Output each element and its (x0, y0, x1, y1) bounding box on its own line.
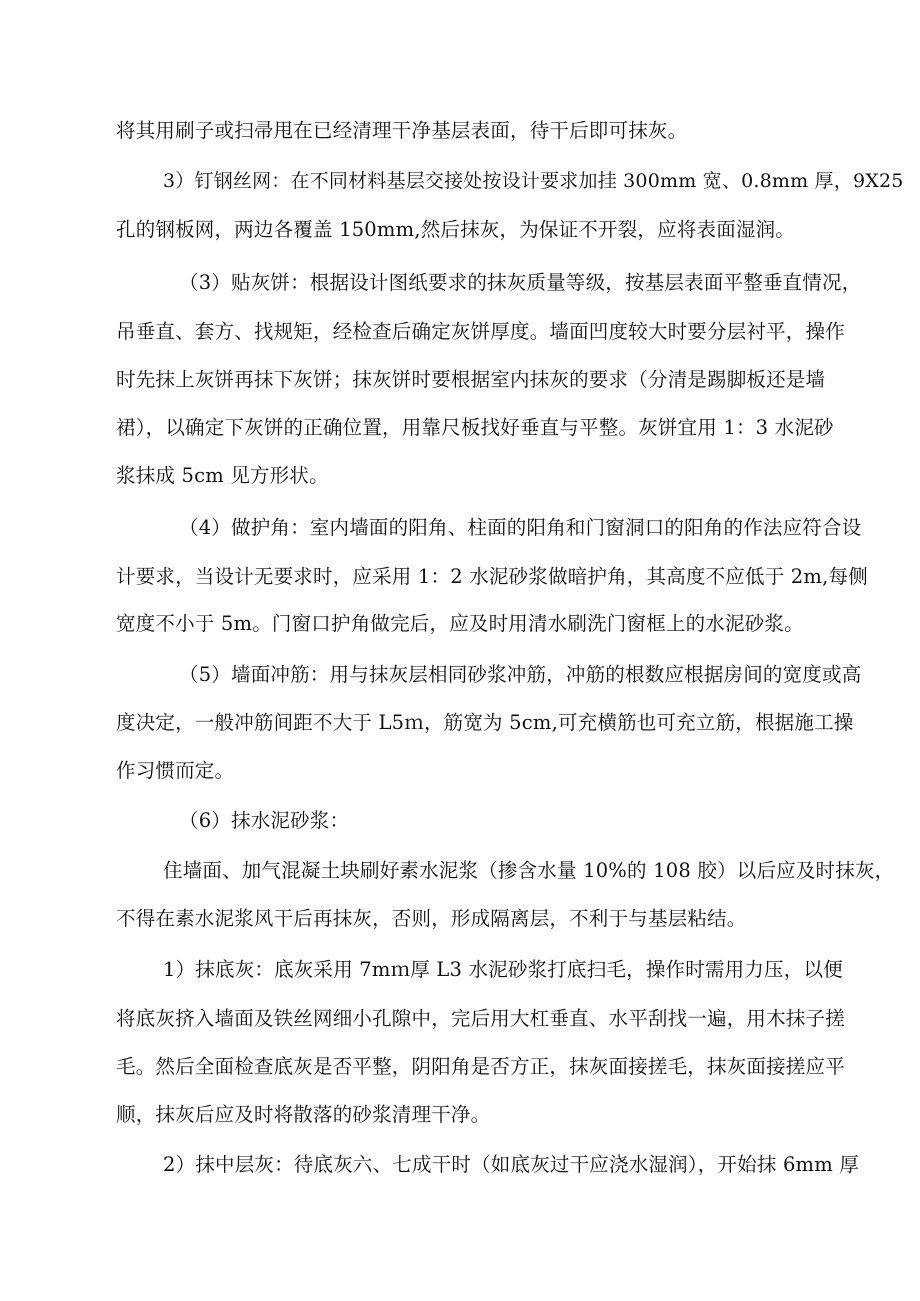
text-line: 将底灰挤入墙面及铁丝网细小孔隙中，完后用大杠垂直、水平刮找一遍，用木抹子搓 (116, 1007, 845, 1030)
text-line: （3）贴灰饼：根据设计图纸要求的抹灰质量等级，按基层表面平整垂直情况， (179, 271, 862, 294)
text-line: 1）抹底灰：底灰采用 7mｍ厚 L3 水泥砂浆打底扫毛，操作时需用力压，以便 (163, 958, 843, 981)
text-line: 2）抹中层灰：待底灰六、七成干时（如底灰过干应浇水湿润），开始抹 6mm 厚 (163, 1153, 860, 1176)
text-line: （6）抹水泥砂浆： (179, 809, 350, 832)
text-line: 作习惯而定。 (116, 759, 235, 782)
text-line: 将其用刷子或扫帚甩在已经清理干净基层表面，待干后即可抹灰。 (116, 119, 688, 142)
text-line: 时先抹上灰饼再抹下灰饼；抹灰饼时要根据室内抹灰的要求（分清是踢脚板还是墙 (116, 368, 826, 391)
text-line: 度决定，一般冲筋间距不大于 L5ｍ，筋宽为 5cm,可充横筋也可充立筋，根据施工操 (116, 711, 854, 734)
text-line: 吊垂直、套方、找规矩，经检查后确定灰饼厚度。墙面凹度较大时要分层衬平，操作 (116, 320, 845, 343)
text-line: 住墙面、加气混凝土块刷好素水泥浆（掺含水量 10%的 108 胶）以后应及时抹灰， (163, 859, 895, 882)
text-line: （4）做护角：室内墙面的阳角、柱面的阳角和门窗洞口的阳角的作法应符合设 (179, 516, 862, 539)
text-line: 顺，抹灰后应及时将散落的砂浆清理干净。 (116, 1103, 491, 1126)
text-line: 毛。然后全面检查底灰是否平整，阴阳角是否方正，抹灰面接搓毛，抹灰面接搓应平 (116, 1055, 845, 1078)
text-line: 浆抹成 5cm 见方形状。 (116, 464, 329, 487)
text-line: 裙），以确定下灰饼的正确位置，用靠尺板找好垂直与平整。灰饼宜用 1：3 水泥砂 (116, 416, 834, 439)
text-line: 宽度不小于 5m。门窗口护角做完后，应及时用清水刷洗门窗框上的水泥砂浆。 (116, 612, 804, 635)
text-line: 计要求，当设计无要求时，应采用 1：2 水泥砂浆做暗护角，其高度不应低于 2m,每侧 (116, 565, 868, 588)
text-line: 3）钉钢丝网：在不同材料基层交接处按设计要求加挂 300mm 宽、0.8mm 厚，9X25 (163, 170, 904, 192)
text-line: （5）墙面冲筋：用与抹灰层相同砂浆冲筋，冲筋的根数应根据房间的宽度或高 (179, 663, 862, 686)
text-line: 孔的钢板网，两边各覆盖 150mm,然后抹灰，为保证不开裂，应将表面湿润。 (116, 218, 795, 241)
text-line: 不得在素水泥浆风干后再抹灰，否则，形成隔离层，不利于与基层粘结。 (116, 907, 747, 930)
